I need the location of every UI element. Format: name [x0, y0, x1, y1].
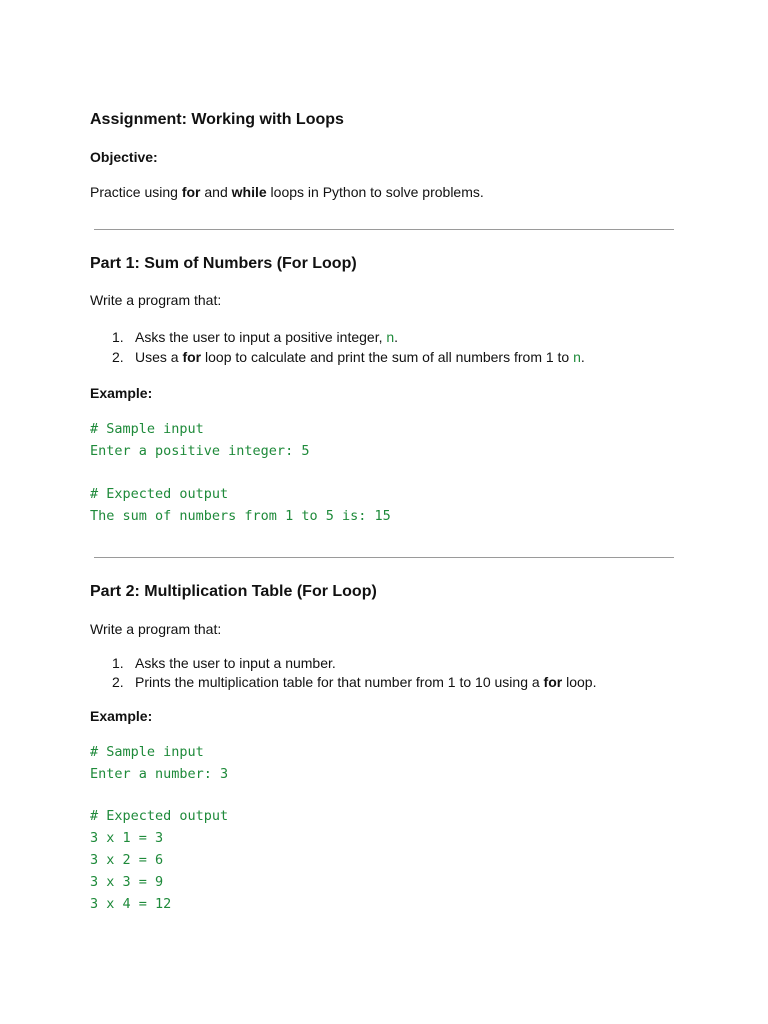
- part2-intro: Write a program that:: [90, 621, 222, 637]
- part2-example-label: Example:: [90, 708, 153, 724]
- part1-intro: Write a program that:: [90, 292, 222, 308]
- code-line: 3 x 4 = 12: [90, 896, 172, 912]
- part1-example-label: Example:: [90, 385, 153, 401]
- code-line: 3 x 1 = 3: [90, 830, 164, 846]
- divider: [94, 229, 674, 230]
- code-line: # Sample input: [90, 744, 204, 760]
- divider: [94, 557, 674, 558]
- code-line: 3 x 3 = 9: [90, 874, 164, 890]
- code-line: # Sample input: [90, 421, 204, 437]
- code-line: Enter a number: 3: [90, 766, 229, 782]
- part1-heading: Part 1: Sum of Numbers (For Loop): [90, 255, 357, 272]
- code-line: Enter a positive integer: 5: [90, 443, 310, 459]
- code-line: # Expected output: [90, 486, 229, 502]
- code-line: # Expected output: [90, 808, 229, 824]
- objective-text: Practice using for and while loops in Python to solve problems.: [90, 184, 484, 200]
- code-line: 3 x 2 = 6: [90, 852, 164, 868]
- objective-label: Objective:: [90, 149, 158, 165]
- code-line: The sum of numbers from 1 to 5 is: 15: [90, 508, 391, 524]
- part2-heading: Part 2: Multiplication Table (For Loop): [90, 583, 377, 600]
- page-title: Assignment: Working with Loops: [90, 111, 344, 128]
